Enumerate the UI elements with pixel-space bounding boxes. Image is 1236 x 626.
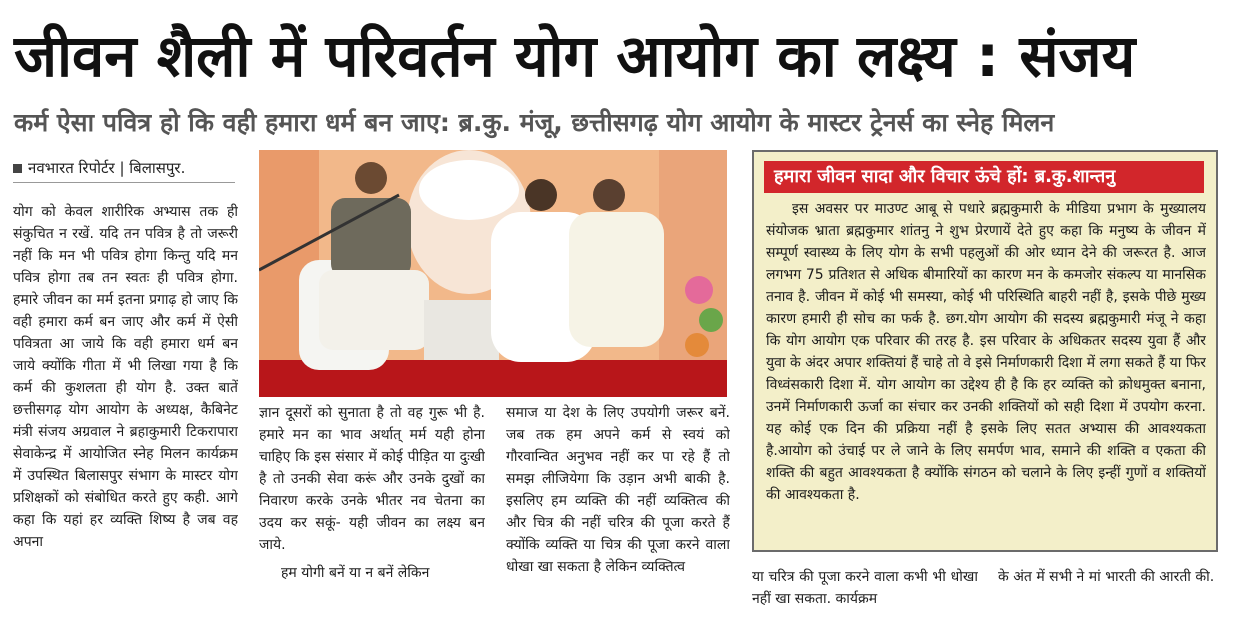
column-2-text-cont: हम योगी बनें या न बनें लेकिन	[281, 565, 430, 581]
headline: जीवन शैली में परिवर्तन योग आयोग का लक्ष्य : संजय	[14, 22, 1136, 90]
sidebar-body-text: इस अवसर पर माउण्ट आबू से पधारे ब्रह्मकुमारी के मीडिया प्रभाग के मुख्यालय संयोजक भ्राता ब्रह्मकुमार शांतनु ने शुभ प्रेरणायें देते हुए कहा कि मनुष्य के जीवन में सम्पूर्ण स्वास्थ्य के लिए योग के सभी पहलुओं की ओर ध्यान देने की जरूरत है. आज लगभग 75 प्रतिशत से अधिक बीमारियों का कारण मन के कमजोर संकल्प या मानसिक तनाव है. जीवन में कोई भी समस्या, कोई भी परिस्थिति बाहरी नहीं है, इसके पीछे मुख्य कारण हमारी ही सोच का फर्क है. छग.योग आयोग की सदस्य ब्रह्मकुमारी मंजू ने कहा कि योग आयोग एक परिवार की तरह है. इस परिवार के अधिकतर सदस्य युवा हैं और युवा के अंदर अपार शक्तियां हैं चाहे तो वे इसे निर्माणकारी दिशा में लगा सकते हैं या फिर विध्वंसकारी दिशा में. योग आयोग का उद्देश्य ही है कि हर व्यक्ति को क्रोधमुक्त बनाना, उनमें निर्माणकारी ऊर्जा का संचार कर उनकी शक्तियों को सही दिशा में उपयोग करना. यह कोई एक दिन की प्रक्रिया नहीं है इसके लिए सतत अभ्यास की आवश्यकता है.आयोग को उंचाई पर ले जाने के लिए समर्पण भाव, समाने की शक्ति व एकता की शक्ति की बहुत आवश्यकता है क्योंकि संगठन को चलाने के लिए इन्हीं गुणों व शक्तियों की आवश्यकता है.	[766, 201, 1206, 503]
article-column-3	[506, 402, 730, 617]
sidebar-title: हमारा जीवन सादा और विचार ऊंचे हों: ब्र.कु.शान्तनु	[764, 161, 1204, 193]
column-5-text: के अंत में सभी ने मां भारती की आरती की.	[998, 569, 1215, 585]
news-photo	[259, 150, 727, 397]
subheadline: कर्म ऐसा पवित्र हो कि वही हमारा धर्म बन जाए: ब्र.कु. मंजू, छत्तीसगढ़ योग आयोग के मास्टर ट्रेनर्स का स्नेह मिलन	[14, 108, 1055, 137]
column-2-text: ज्ञान दूसरों को सुनाता है तो वह गुरू भी है. हमारे मन का भाव अर्थात् मर्म यही होना चाहिए कि इस संसार में कोई पीड़ित या दुःखी है तो उनकी सेवा करूं और उनके दुखों का निवारण करके उनके भीतर नव चेतना का उदय कर सकूं- यही जीवन का लक्ष्य बन जाये.	[259, 405, 485, 553]
article-column-2	[259, 402, 485, 617]
column-4-text: या चरित्र की पूजा करने वाला कभी भी धोखा नहीं खा सकता. कार्यक्रम	[752, 569, 978, 607]
byline-bullet-icon	[13, 164, 22, 173]
stage-photo-illustration	[259, 150, 727, 397]
column-3-text: समाज या देश के लिए उपयोगी जरूर बनें. जब तक हम अपने कर्म से स्वयं को गौरवान्वित अनुभव नहीं कर पा रहे हैं तो समझ लीजियेगा कि उड़ान अभी बाकी है. इसलिए हम व्यक्ति की नहीं व्यक्तित्व की और चित्र की नहीं चरित्र की पूजा करते हैं क्योंकि व्यक्ति या चित्र की पूजा करने वाला धोखा खा सकता है लेकिन व्यक्तित्व	[506, 405, 730, 575]
byline-reporter: नवभारत रिपोर्टर	[28, 159, 115, 177]
article-column-5	[998, 566, 1224, 618]
byline-dateline: बिलासपुर.	[129, 159, 186, 177]
column-1-text: योग को केवल शारीरिक अभ्यास तक ही संकुचित न रखें. यदि तन पवित्र है तो जरूरी नहीं कि मन भी पवित्र होगा किन्तु यदि मन पवित्र होगा तब तन स्वतः ही पवित्र होगा. हमारे जीवन का मर्म इतना प्रगाढ़ हो जाए कि वही हमारा कर्म बन जाए और कर्म में ऐसी पवित्रता आ जाये कि वही हमारा धर्म बन जाये क्योंकि गीता में भी लिखा गया है कि कर्म की कुशलता ही योग है. उक्त बातें छत्तीसगढ़ योग आयोग के अध्यक्ष, कैबिनेट मंत्री संजय अग्रवाल ने ब्रहाकुमारी टिकरापारा सेवाकेन्द्र में आयोजित स्नेह मिलन कार्यक्रम में उपस्थित बिलासपुर संभाग के मास्टर योग प्रशिक्षकों को संबोधित करते हुए कही. आगे कहा कि यहां हर व्यक्ति शिष्य है जब वह अपना	[13, 204, 238, 550]
byline: नवभारत रिपोर्टर | बिलासपुर.	[13, 158, 235, 183]
article-column-4	[752, 566, 978, 618]
article-column-1	[13, 201, 238, 619]
sidebar-box	[752, 150, 1218, 552]
sidebar-body	[766, 198, 1206, 548]
